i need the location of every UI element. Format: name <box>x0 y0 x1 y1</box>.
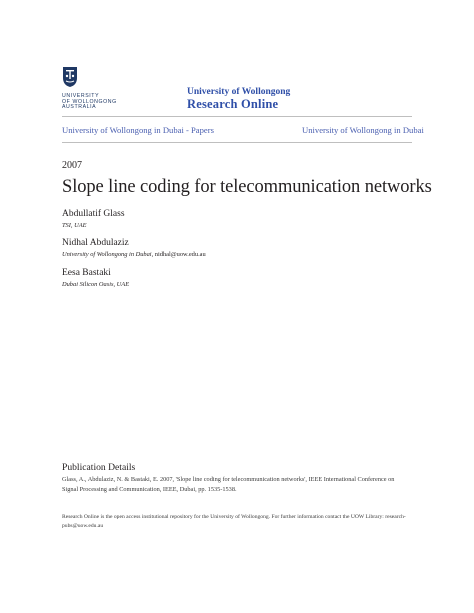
breadcrumb-community-link[interactable]: University of Wollongong in Dubai <box>302 125 424 135</box>
research-online-link[interactable] <box>187 87 290 111</box>
affiliation-text: TSI, UAE <box>62 222 87 229</box>
author-affiliation <box>62 251 206 258</box>
paper-title: Slope line coding for telecommunication networks <box>62 177 432 197</box>
author-name: Eesa Bastaki <box>62 268 111 278</box>
publication-details-heading: Publication Details <box>62 462 136 473</box>
university-crest-icon <box>62 66 78 88</box>
logo-wordmark <box>62 94 117 111</box>
publication-citation: Glass, A., Abdulaziz, N. & Bastaki, E. 2007, 'Slope line coding for telecommunication networks', IEEE International Conference on Signal Processing and Communication, IEEE, Dubai, pp. 1535-1538. <box>62 476 395 493</box>
logo-line: UNIVERSITY <box>62 93 100 99</box>
author-name: Abdullatif Glass <box>62 209 125 219</box>
author-affiliation <box>62 281 129 288</box>
logo-line: AUSTRALIA <box>62 104 97 111</box>
repository-university: University of Wollongong <box>187 87 291 97</box>
affiliation-text: Dubai Silicon Oasis, UAE <box>62 281 130 288</box>
logo-line: OF WOLLONGONG <box>62 98 117 105</box>
breadcrumb-collection-link[interactable]: University of Wollongong in Dubai - Papers <box>62 125 214 135</box>
author-affiliation <box>62 222 87 229</box>
publication-year: 2007 <box>62 160 82 171</box>
author-name: Nidhal Abdulaziz <box>62 238 129 248</box>
author-email-link[interactable]: , nidhal@uow.edu.au <box>151 251 206 258</box>
repository-footer: Research Online is the open access institutional repository for the University of Wollongong. For further information contact the UOW Library: research-pubs@uow.edu.au <box>62 514 406 529</box>
divider <box>62 116 412 117</box>
university-logo[interactable] <box>62 66 122 110</box>
affiliation-text: University of Wollongong in Dubai <box>62 251 152 258</box>
divider <box>62 142 412 143</box>
repository-name: Research Online <box>187 97 279 111</box>
